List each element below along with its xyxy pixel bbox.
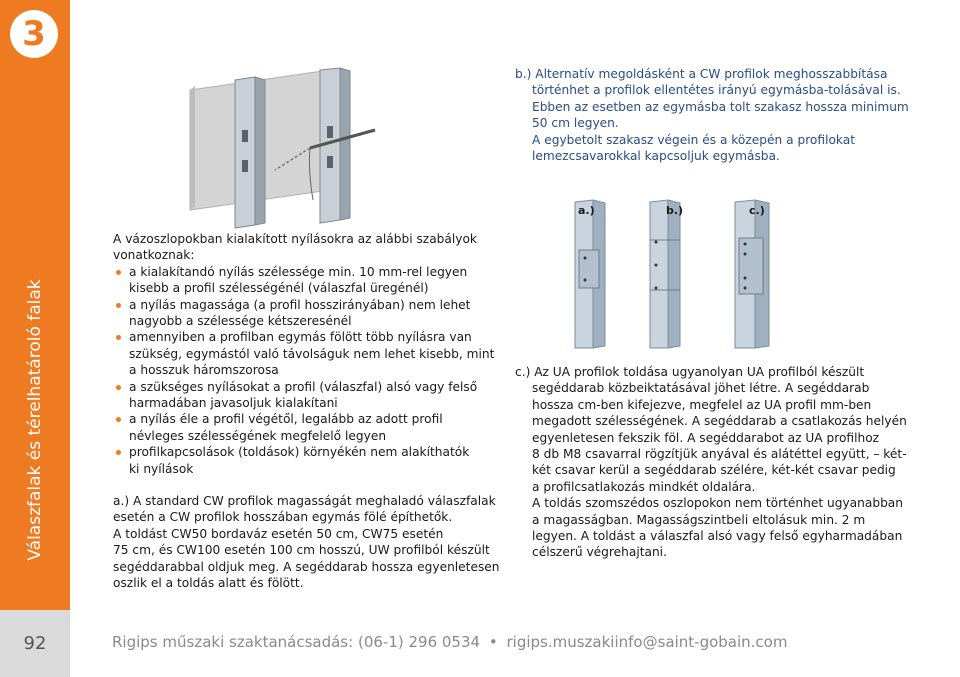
section-b-line: lemezcsavarokkal kapcsoljuk egymásba. <box>532 149 780 164</box>
rule-line: szükség, egymástól való távolságuk nem lehet kisebb, mint <box>129 346 495 361</box>
rule-item <box>113 329 503 378</box>
section-c-line: egyenletesen fekszik föl. A segéddarabot az UA profilhoz <box>532 430 880 445</box>
opening-rules <box>113 231 503 477</box>
section-b-line: A egybetolt szakasz végein és a közepén a profilokat <box>532 132 856 147</box>
chapter-title: Válaszfalak és térelhatároló falak <box>25 279 45 561</box>
footer-phone: (06-1) 296 0534 <box>357 633 481 651</box>
section-b-line: történhet a profilok ellentétes irányú egymásba-tolásával is. <box>532 83 901 98</box>
rule-item <box>113 264 503 297</box>
section-c-text <box>515 364 915 561</box>
section-c-line: segéddarab közbeiktatásával jöhet létre. A segéddarab <box>532 381 870 396</box>
rule-line: ki nyílások <box>129 461 194 476</box>
chapter-sidebar <box>0 0 70 610</box>
chapter-number: 3 <box>22 14 46 54</box>
rule-line: névleges szélességének megfelelő legyen <box>129 428 387 443</box>
rule-line: kisebb a profil szélességénél (válaszfal üregénél) <box>129 281 429 296</box>
rule-item <box>113 444 503 477</box>
footer-contact <box>112 633 787 651</box>
page-number: 92 <box>0 610 70 677</box>
rule-line: a nyílás magassága (a profil hosszirányában) nem lehet <box>129 297 471 312</box>
rule-item <box>113 297 503 330</box>
section-c-line: hossza cm-ben kifejezve, megfelel az UA profil mm-ben <box>532 397 872 412</box>
rule-line: a kialakítandó nyílás szélessége min. 10 mm-rel legyen <box>129 264 468 279</box>
section-b-line: Ebben az esetben az egymásba tolt szakasz hossza minimum <box>532 99 909 114</box>
section-b-text <box>515 66 909 164</box>
rule-item <box>113 379 503 412</box>
section-c-line: A toldás szomszédos oszlopokon nem történhet ugyanabban <box>532 496 904 511</box>
chapter-badge <box>10 10 58 58</box>
figure-label-a: a.) <box>578 204 595 217</box>
section-c-line: megadott szélességének. A segéddarab a csatlakozás helyén <box>532 414 907 429</box>
section-a-line: esetén a CW profilok hosszában egymás fölé építhetők. <box>113 510 453 525</box>
section-a-text <box>113 493 513 591</box>
section-c-line: a magasságban. Magasságszintbeli eltolásuk min. 2 m <box>532 512 866 527</box>
rule-line: a hosszuk háromszorosa <box>129 363 279 378</box>
section-a-line: segéddarabbal oldjuk meg. A segéddarab hossza egyenletesen <box>113 559 500 574</box>
section-c-line: 8 db M8 csavarral rögzítjük anyával és alátéttel együtt, – két- <box>532 447 907 462</box>
section-c-line: célszerű végrehajtani. <box>532 545 667 560</box>
rule-line: amennyiben a profilban egymás fölött több nyílásra van <box>129 330 472 345</box>
section-a-line: a.) A standard CW profilok magasságát meghaladó válaszfalak <box>113 494 496 508</box>
rule-line: a nyílás éle a profil végétől, legalább az adott profil <box>129 412 443 427</box>
section-a-line: 75 cm, és CW100 esetén 100 cm hosszú, UW profilból készült <box>113 543 490 558</box>
rule-line: harmadában javasoljuk kialakítani <box>129 396 338 411</box>
section-c-line: legyen. A toldást a válaszfal alsó vagy felső egyharmadában <box>532 529 903 544</box>
figure-label-c: c.) <box>749 204 765 217</box>
section-c-line: két csavar kerül a segéddarab szélére, két-két csavar pedig <box>532 463 896 478</box>
section-c-line: c.) Az UA profilok toldása ugyanolyan UA profilból készült <box>515 365 865 379</box>
figure-label-b: b.) <box>666 204 684 217</box>
bullet-separator-icon: • <box>488 633 498 651</box>
section-a-line: oszlik el a toldás alatt és fölött. <box>113 576 304 591</box>
footer-email[interactable]: rigips.muszakiinfo@saint-gobain.com <box>506 633 788 651</box>
rule-line: profilkapcsolások (toldások) környékén nem alakíthatók <box>129 445 470 460</box>
section-c-line: a profilcsatlakozás mindkét oldalára. <box>532 479 756 494</box>
section-a-line: A toldást CW50 bordaváz esetén 50 cm, CW75 esetén <box>113 526 444 541</box>
rule-item <box>113 411 503 444</box>
section-b-line: 50 cm legyen. <box>532 116 619 131</box>
profile-opening-illustration <box>180 60 380 230</box>
footer-label: Rigips műszaki szaktanácsadás: <box>112 633 354 651</box>
rule-line: nagyobb a szélessége kétszeresénél <box>129 314 352 329</box>
intro-line: A vázoszlopokban kialakított nyílásokra az alábbi szabályok <box>113 232 477 246</box>
rule-line: a szükséges nyílásokat a profil (válaszfal) alsó vagy felső <box>129 379 478 394</box>
section-b-line: b.) Alternatív megoldásként a CW profilok meghosszabbítása <box>515 67 888 81</box>
intro-line: vonatkoznak: <box>113 248 195 263</box>
